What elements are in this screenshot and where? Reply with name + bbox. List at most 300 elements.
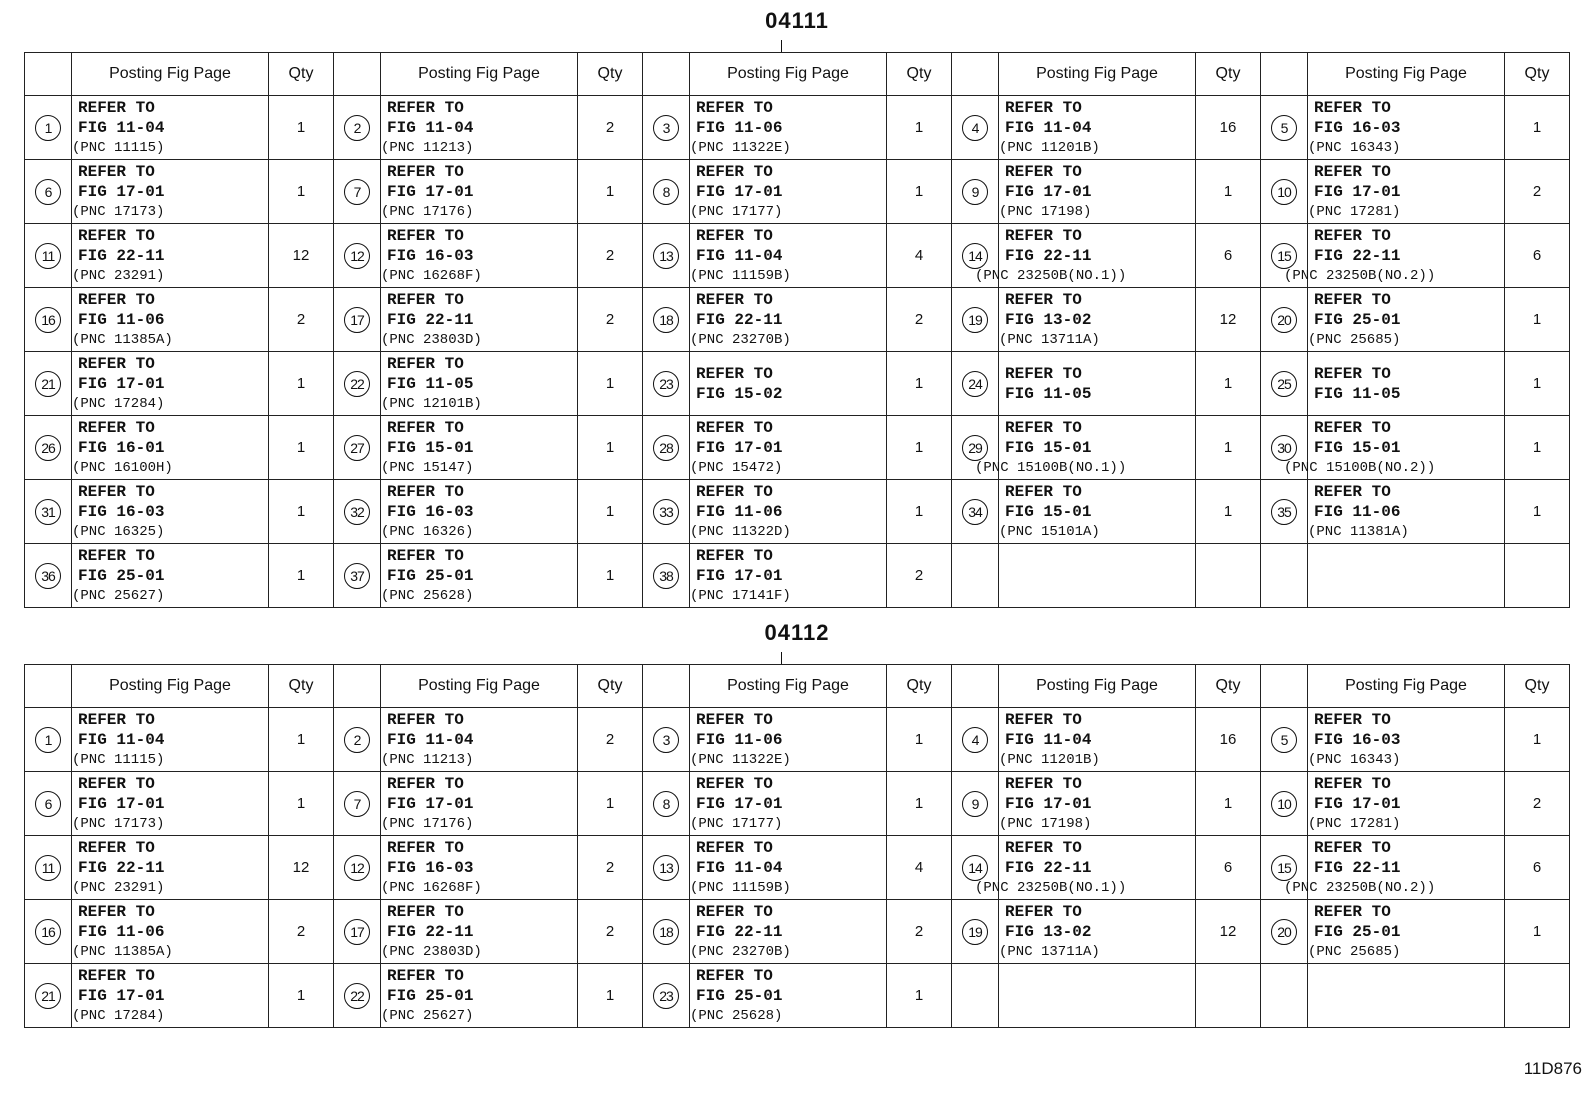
table-row (25, 964, 1570, 1028)
item-number-cell (334, 836, 381, 900)
pnc-reference: (PNC 17281) (1308, 815, 1401, 832)
refer-to-label: REFER TO (696, 838, 773, 857)
fig-reference: FIG 22-11 (387, 922, 474, 941)
item-qty: 12 (269, 224, 334, 288)
item-qty: 2 (269, 900, 334, 964)
item-number-cell (952, 772, 999, 836)
header-number-cell (334, 53, 381, 96)
pnc-reference: (PNC 12101B) (381, 395, 482, 412)
item-number-cell (25, 288, 72, 352)
header-qty: Qty (1505, 53, 1570, 96)
refer-to-label: REFER TO (1005, 902, 1082, 921)
item-reference-cell (690, 96, 887, 160)
pnc-reference: (PNC 11213) (381, 751, 474, 768)
item-qty (1196, 964, 1261, 1028)
fig-reference: FIG 22-11 (696, 310, 783, 329)
item-number-badge: 13 (653, 855, 679, 881)
item-reference-cell (690, 224, 887, 288)
item-number-badge: 10 (1271, 791, 1297, 817)
item-number-cell (25, 96, 72, 160)
fig-reference: FIG 15-01 (1005, 438, 1092, 457)
table-row (25, 480, 1570, 544)
item-qty (1196, 544, 1261, 608)
table-header-row (25, 665, 1570, 708)
item-qty: 12 (1196, 288, 1261, 352)
header-fig-page: Posting Fig Page (381, 665, 578, 708)
item-reference-cell (72, 288, 269, 352)
fig-reference: FIG 25-01 (387, 566, 474, 585)
fig-reference: FIG 11-04 (1005, 118, 1092, 137)
item-number-badge: 20 (1271, 307, 1297, 333)
refer-to-label: REFER TO (387, 774, 464, 793)
fig-reference: FIG 17-01 (387, 794, 474, 813)
item-number-badge: 21 (35, 371, 61, 397)
item-number-cell (1261, 772, 1308, 836)
item-qty: 2 (578, 96, 643, 160)
refer-to-label: REFER TO (387, 546, 464, 565)
item-qty: 2 (887, 900, 952, 964)
item-reference-cell (1308, 900, 1505, 964)
fig-reference: FIG 25-01 (1314, 922, 1401, 941)
item-reference-cell (72, 544, 269, 608)
fig-reference: FIG 17-01 (696, 182, 783, 201)
item-qty: 1 (887, 352, 952, 416)
item-reference-cell (999, 480, 1196, 544)
refer-to-label: REFER TO (1005, 774, 1082, 793)
header-number-cell (1261, 53, 1308, 96)
fig-reference: FIG 22-11 (696, 922, 783, 941)
refer-to-label: REFER TO (78, 418, 155, 437)
item-qty: 4 (887, 224, 952, 288)
item-reference-cell (381, 480, 578, 544)
item-number-cell (643, 836, 690, 900)
fig-reference: FIG 11-05 (387, 374, 474, 393)
refer-to-label: REFER TO (387, 418, 464, 437)
pnc-reference: (PNC 16325) (72, 523, 165, 540)
item-qty (1505, 964, 1570, 1028)
item-qty: 1 (1505, 96, 1570, 160)
item-qty: 6 (1505, 224, 1570, 288)
pnc-reference: (PNC 16100H) (72, 459, 173, 476)
refer-to-label: REFER TO (1005, 710, 1082, 729)
item-qty: 2 (1505, 772, 1570, 836)
item-qty: 6 (1196, 836, 1261, 900)
pnc-reference: (PNC 17173) (72, 203, 165, 220)
fig-reference: FIG 22-11 (78, 246, 165, 265)
pnc-reference: (PNC 11322E) (690, 751, 791, 768)
fig-reference: FIG 11-04 (387, 118, 474, 137)
fig-reference: FIG 11-06 (696, 118, 783, 137)
item-number-badge: 2 (344, 727, 370, 753)
item-reference-cell (72, 160, 269, 224)
item-qty: 12 (1196, 900, 1261, 964)
item-number-cell (643, 544, 690, 608)
pnc-reference: (PNC 15472) (690, 459, 783, 476)
pnc-reference: (PNC 11322D) (690, 523, 791, 540)
item-reference-cell (72, 96, 269, 160)
item-number-badge: 2 (344, 115, 370, 141)
item-number-cell (334, 900, 381, 964)
item-qty: 1 (887, 480, 952, 544)
table-row (25, 836, 1570, 900)
pnc-reference: (PNC 23270B) (690, 331, 791, 348)
fig-reference: FIG 17-01 (78, 986, 165, 1005)
item-number-cell (25, 160, 72, 224)
item-number-cell (25, 224, 72, 288)
item-qty: 6 (1196, 224, 1261, 288)
item-number-badge: 25 (1271, 371, 1297, 397)
pnc-reference: (PNC 11201B) (999, 751, 1100, 768)
refer-to-label: REFER TO (1314, 364, 1391, 383)
refer-to-label: REFER TO (1314, 710, 1391, 729)
pnc-reference: (PNC 15100B(NO.1)) (975, 459, 1127, 476)
refer-to-label: REFER TO (78, 838, 155, 857)
header-number-cell (643, 53, 690, 96)
table-row (25, 96, 1570, 160)
item-number-badge: 4 (962, 727, 988, 753)
header-number-cell (25, 665, 72, 708)
refer-to-label: REFER TO (1005, 98, 1082, 117)
item-number-cell (1261, 352, 1308, 416)
fig-reference: FIG 22-11 (1005, 858, 1092, 877)
fig-reference: FIG 25-01 (387, 986, 474, 1005)
header-qty: Qty (269, 665, 334, 708)
item-reference-cell (381, 964, 578, 1028)
item-reference-cell (1308, 96, 1505, 160)
item-number-cell (952, 544, 999, 608)
item-reference-cell (381, 836, 578, 900)
refer-to-label: REFER TO (696, 774, 773, 793)
refer-to-label: REFER TO (696, 418, 773, 437)
pnc-reference: (PNC 11322E) (690, 139, 791, 156)
item-number-badge: 34 (962, 499, 988, 525)
item-number-badge: 19 (962, 919, 988, 945)
pnc-reference: (PNC 11385A) (72, 331, 173, 348)
pnc-reference: (PNC 11159B) (690, 879, 791, 896)
item-reference-cell (999, 544, 1196, 608)
item-number-cell (25, 416, 72, 480)
item-number-cell (25, 900, 72, 964)
pnc-reference: (PNC 25628) (381, 587, 474, 604)
item-number-badge: 16 (35, 919, 61, 945)
pnc-reference: (PNC 17198) (999, 203, 1092, 220)
item-reference-cell (999, 160, 1196, 224)
fig-reference: FIG 17-01 (1314, 794, 1401, 813)
refer-to-label: REFER TO (696, 482, 773, 501)
item-number-badge: 9 (962, 791, 988, 817)
item-number-cell (25, 352, 72, 416)
item-qty: 1 (578, 544, 643, 608)
item-number-cell (952, 964, 999, 1028)
pnc-reference: (PNC 16326) (381, 523, 474, 540)
refer-to-label: REFER TO (1005, 364, 1082, 383)
item-number-badge: 18 (653, 307, 679, 333)
illustration-code: 11D876 (1523, 1059, 1582, 1078)
item-reference-cell (381, 772, 578, 836)
item-number-badge: 18 (653, 919, 679, 945)
item-reference-cell (72, 964, 269, 1028)
item-reference-cell (381, 224, 578, 288)
header-qty: Qty (269, 53, 334, 96)
item-reference-cell (1308, 160, 1505, 224)
pnc-reference: (PNC 17281) (1308, 203, 1401, 220)
pnc-reference: (PNC 16343) (1308, 139, 1401, 156)
item-number-badge: 22 (344, 371, 370, 397)
refer-to-label: REFER TO (387, 838, 464, 857)
refer-to-label: REFER TO (387, 902, 464, 921)
pnc-reference: (PNC 15100B(NO.2)) (1284, 459, 1436, 476)
item-number-badge: 21 (35, 983, 61, 1009)
item-number-badge: 38 (653, 563, 679, 589)
item-number-cell (1261, 708, 1308, 772)
refer-to-label: REFER TO (1005, 226, 1082, 245)
item-qty (1505, 544, 1570, 608)
refer-to-label: REFER TO (1314, 774, 1391, 793)
fig-reference: FIG 17-01 (78, 374, 165, 393)
item-reference-cell (690, 964, 887, 1028)
header-fig-page: Posting Fig Page (381, 53, 578, 96)
fig-reference: FIG 17-01 (1005, 794, 1092, 813)
header-qty: Qty (1196, 665, 1261, 708)
pnc-reference: (PNC 23250B(NO.1)) (975, 267, 1127, 284)
item-number-cell (643, 352, 690, 416)
item-number-badge: 23 (653, 983, 679, 1009)
pnc-reference: (PNC 23803D) (381, 331, 482, 348)
item-reference-cell (72, 352, 269, 416)
header-qty: Qty (578, 665, 643, 708)
item-number-badge: 6 (35, 791, 61, 817)
item-number-cell (952, 96, 999, 160)
fig-reference: FIG 17-01 (696, 794, 783, 813)
pnc-reference: (PNC 17284) (72, 1007, 165, 1024)
item-number-badge: 9 (962, 179, 988, 205)
refer-to-label: REFER TO (78, 482, 155, 501)
item-reference-cell (381, 708, 578, 772)
item-number-badge: 15 (1271, 243, 1297, 269)
fig-reference: FIG 17-01 (1314, 182, 1401, 201)
fig-reference: FIG 11-04 (387, 730, 474, 749)
item-qty: 1 (578, 772, 643, 836)
item-qty: 1 (1505, 708, 1570, 772)
pnc-reference: (PNC 17176) (381, 203, 474, 220)
item-qty: 1 (887, 772, 952, 836)
item-number-cell (952, 288, 999, 352)
item-number-cell (952, 352, 999, 416)
item-number-badge: 7 (344, 179, 370, 205)
fig-reference: FIG 17-01 (78, 182, 165, 201)
pnc-reference: (PNC 16268F) (381, 267, 482, 284)
item-reference-cell (690, 708, 887, 772)
refer-to-label: REFER TO (78, 902, 155, 921)
item-number-cell (334, 96, 381, 160)
item-number-badge: 17 (344, 919, 370, 945)
item-qty: 1 (1505, 900, 1570, 964)
item-number-cell (25, 772, 72, 836)
refer-to-label: REFER TO (78, 354, 155, 373)
item-reference-cell (999, 352, 1196, 416)
item-number-badge: 1 (35, 727, 61, 753)
refer-to-label: REFER TO (78, 162, 155, 181)
header-fig-page: Posting Fig Page (999, 665, 1196, 708)
fig-reference: FIG 17-01 (78, 794, 165, 813)
refer-to-label: REFER TO (387, 966, 464, 985)
item-qty: 1 (1505, 480, 1570, 544)
header-fig-page: Posting Fig Page (690, 665, 887, 708)
pnc-reference: (PNC 23291) (72, 267, 165, 284)
header-fig-page: Posting Fig Page (690, 53, 887, 96)
item-reference-cell (999, 964, 1196, 1028)
fig-reference: FIG 13-02 (1005, 922, 1092, 941)
refer-to-label: REFER TO (696, 902, 773, 921)
table-row (25, 708, 1570, 772)
item-reference-cell (690, 836, 887, 900)
item-number-badge: 5 (1271, 727, 1297, 753)
item-number-cell (334, 544, 381, 608)
item-reference-cell (1308, 480, 1505, 544)
item-qty: 16 (1196, 708, 1261, 772)
item-number-badge: 11 (35, 855, 61, 881)
item-number-cell (643, 708, 690, 772)
refer-to-label: REFER TO (696, 710, 773, 729)
item-qty: 1 (269, 416, 334, 480)
item-qty: 1 (1196, 416, 1261, 480)
item-qty: 1 (1505, 288, 1570, 352)
item-qty: 12 (269, 836, 334, 900)
fig-reference: FIG 16-01 (78, 438, 165, 457)
item-reference-cell (999, 96, 1196, 160)
pnc-reference: (PNC 13711A) (999, 331, 1100, 348)
refer-to-label: REFER TO (387, 226, 464, 245)
item-number-cell (25, 708, 72, 772)
fig-reference: FIG 15-01 (1314, 438, 1401, 457)
pnc-reference: (PNC 11115) (72, 139, 165, 156)
item-reference-cell (1308, 772, 1505, 836)
pnc-reference: (PNC 17177) (690, 203, 783, 220)
item-qty: 1 (887, 708, 952, 772)
pnc-reference: (PNC 17141F) (690, 587, 791, 604)
item-number-badge: 36 (35, 563, 61, 589)
item-number-cell (952, 900, 999, 964)
item-number-cell (952, 480, 999, 544)
item-qty: 2 (269, 288, 334, 352)
item-reference-cell (1308, 964, 1505, 1028)
header-fig-page: Posting Fig Page (1308, 665, 1505, 708)
fig-reference: FIG 15-02 (696, 384, 783, 403)
item-number-badge: 11 (35, 243, 61, 269)
pnc-reference: (PNC 17176) (381, 815, 474, 832)
refer-to-label: REFER TO (1005, 290, 1082, 309)
item-number-badge: 35 (1271, 499, 1297, 525)
pnc-reference: (PNC 13711A) (999, 943, 1100, 960)
section-title: 04111 (765, 8, 829, 33)
item-number-cell (1261, 96, 1308, 160)
item-number-badge: 14 (962, 243, 988, 269)
header-fig-page: Posting Fig Page (999, 53, 1196, 96)
item-qty: 2 (578, 224, 643, 288)
refer-to-label: REFER TO (696, 226, 773, 245)
fig-reference: FIG 16-03 (78, 502, 165, 521)
item-number-cell (643, 480, 690, 544)
item-qty: 1 (269, 160, 334, 224)
fig-reference: FIG 11-04 (696, 858, 783, 877)
item-qty: 1 (1505, 352, 1570, 416)
item-reference-cell (72, 480, 269, 544)
fig-reference: FIG 11-04 (696, 246, 783, 265)
refer-to-label: REFER TO (387, 290, 464, 309)
item-reference-cell (72, 836, 269, 900)
item-qty: 1 (269, 480, 334, 544)
item-qty: 1 (1505, 416, 1570, 480)
item-number-cell (1261, 544, 1308, 608)
item-number-cell (334, 964, 381, 1028)
refer-to-label: REFER TO (387, 482, 464, 501)
refer-to-label: REFER TO (1005, 418, 1082, 437)
fig-reference: FIG 17-01 (387, 182, 474, 201)
item-reference-cell (690, 480, 887, 544)
item-number-badge: 16 (35, 307, 61, 333)
header-number-cell (952, 53, 999, 96)
item-qty: 1 (887, 160, 952, 224)
item-reference-cell (690, 544, 887, 608)
item-reference-cell (381, 160, 578, 224)
item-number-badge: 8 (653, 791, 679, 817)
item-qty: 2 (578, 900, 643, 964)
item-reference-cell (381, 96, 578, 160)
refer-to-label: REFER TO (1005, 162, 1082, 181)
item-number-badge: 3 (653, 115, 679, 141)
item-number-cell (643, 288, 690, 352)
pnc-reference: (PNC 17177) (690, 815, 783, 832)
fig-reference: FIG 11-06 (696, 502, 783, 521)
table-row (25, 416, 1570, 480)
item-number-badge: 26 (35, 435, 61, 461)
item-reference-cell (72, 772, 269, 836)
item-number-cell (334, 416, 381, 480)
refer-to-label: REFER TO (696, 162, 773, 181)
header-fig-page: Posting Fig Page (72, 53, 269, 96)
pnc-reference: (PNC 11385A) (72, 943, 173, 960)
item-qty: 1 (1196, 352, 1261, 416)
pnc-reference: (PNC 23250B(NO.1)) (975, 879, 1127, 896)
refer-to-label: REFER TO (78, 546, 155, 565)
fig-reference: FIG 15-01 (1005, 502, 1092, 521)
item-number-badge: 19 (962, 307, 988, 333)
pnc-reference: (PNC 15147) (381, 459, 474, 476)
refer-to-label: REFER TO (1314, 482, 1391, 501)
refer-to-label: REFER TO (696, 364, 773, 383)
item-number-badge: 15 (1271, 855, 1297, 881)
item-qty: 1 (269, 544, 334, 608)
refer-to-label: REFER TO (78, 774, 155, 793)
pnc-reference: (PNC 23270B) (690, 943, 791, 960)
refer-to-label: REFER TO (1314, 902, 1391, 921)
fig-reference: FIG 13-02 (1005, 310, 1092, 329)
item-qty: 1 (1196, 160, 1261, 224)
fig-reference: FIG 16-03 (387, 246, 474, 265)
item-qty: 1 (1196, 772, 1261, 836)
item-qty: 2 (887, 288, 952, 352)
pnc-reference: (PNC 11159B) (690, 267, 791, 284)
header-number-cell (952, 665, 999, 708)
fig-reference: FIG 22-11 (387, 310, 474, 329)
pnc-reference: (PNC 11381A) (1308, 523, 1409, 540)
pnc-reference: (PNC 17173) (72, 815, 165, 832)
fig-reference: FIG 16-03 (1314, 730, 1401, 749)
fig-reference: FIG 15-01 (387, 438, 474, 457)
pnc-reference: (PNC 16268F) (381, 879, 482, 896)
refer-to-label: REFER TO (696, 966, 773, 985)
fig-reference: FIG 16-03 (387, 858, 474, 877)
